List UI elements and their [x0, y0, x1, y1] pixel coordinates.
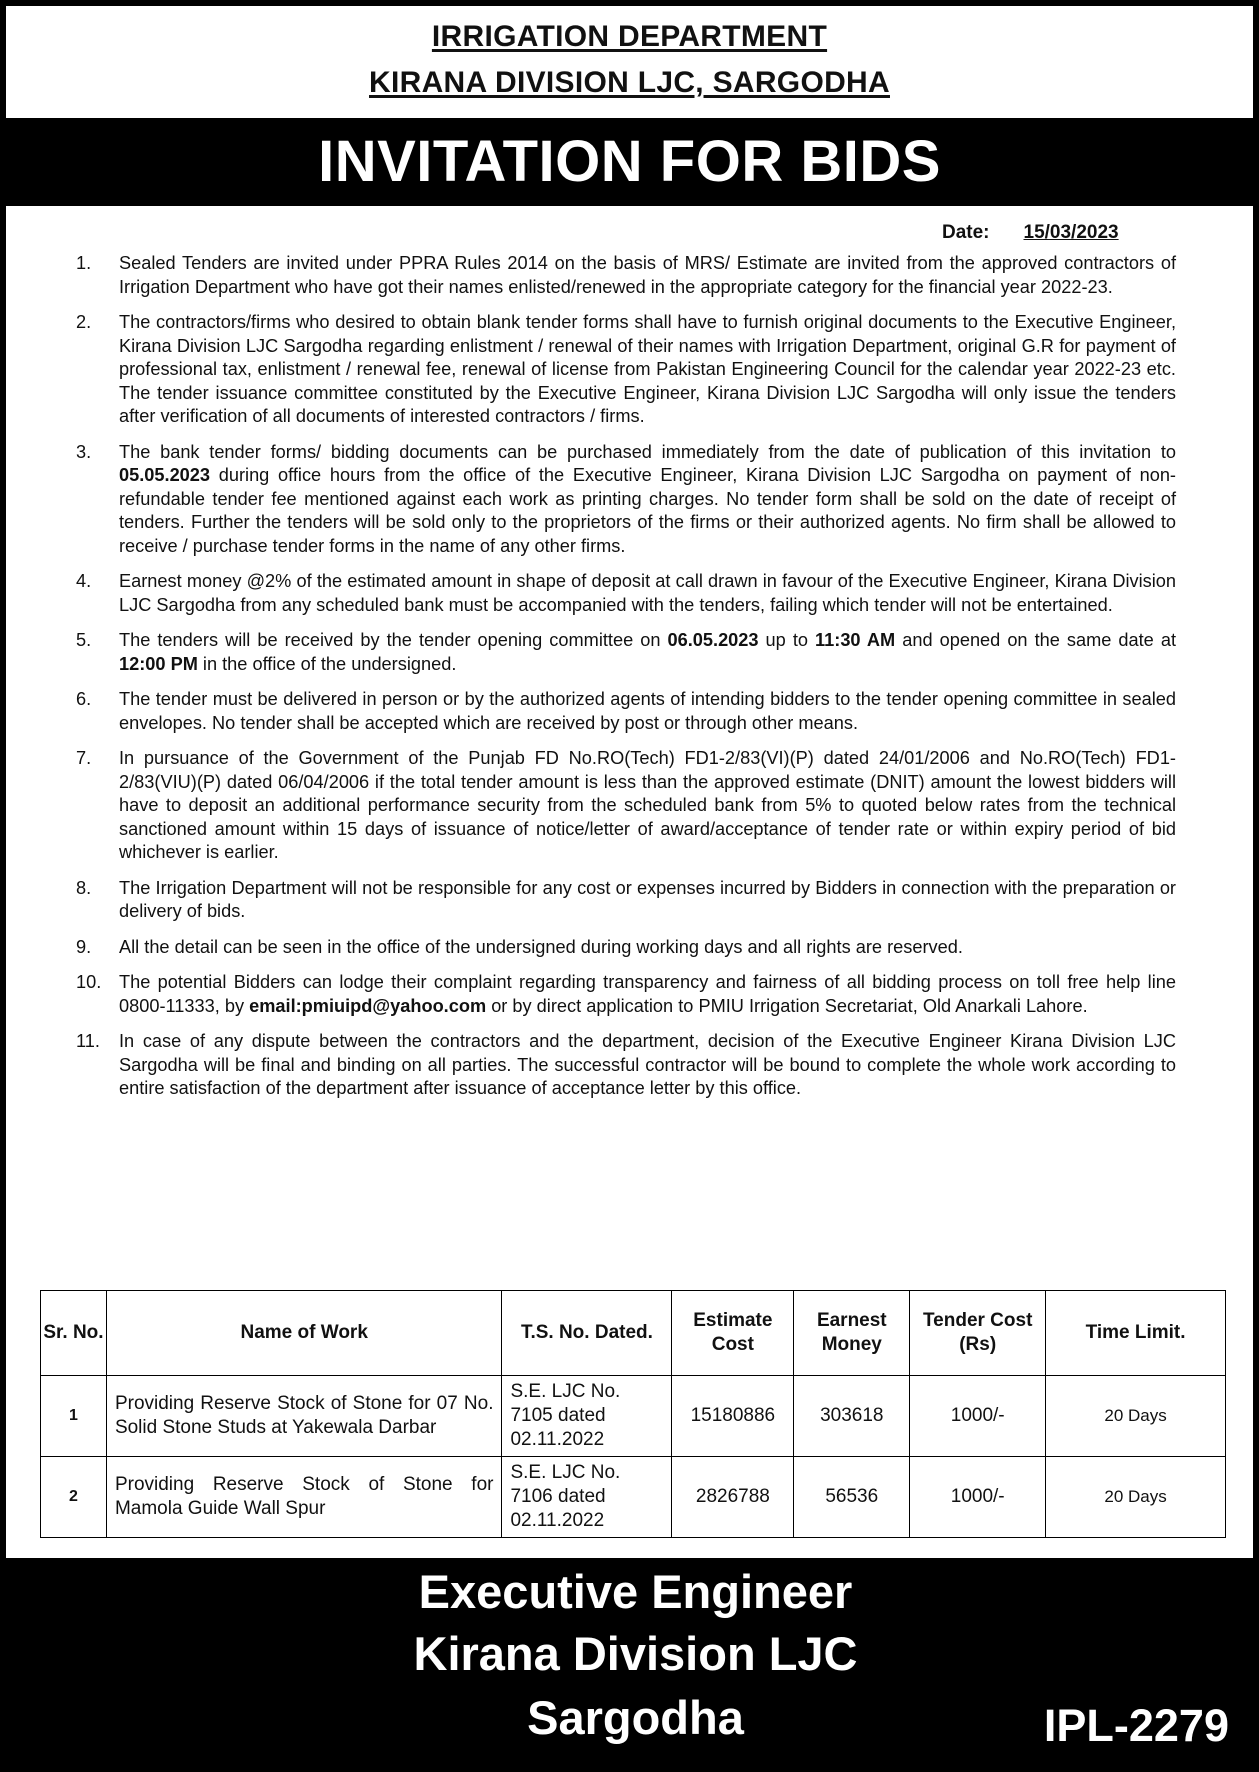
- clause-text: [111, 747, 1176, 865]
- clause-item: [66, 688, 1176, 735]
- advertisement: [6, 6, 1253, 1766]
- table-header-row: [41, 1291, 1226, 1376]
- works-table: [40, 1290, 1226, 1538]
- clause-number: 4.: [76, 571, 92, 591]
- clause-segment: The contractors/firms who desired to obtain blank tender forms shall have to furnish original documents to the Executive Engineer, Kirana Division LJC Sargodha regarding enlistment / renewal of their names with Irrigation Department, original G.R for payment of professional tax, enlistment / renewal fee, renewal of license from Pakistan Engineering Council for the calendar year 2022-23 etc. The tender issuance committee constituted by the Executive Engineer, Kirana Division LJC Sargodha will only issue the tenders after verification of all documents of interested contractors / firms.: [119, 312, 1176, 426]
- clause-segment: or by direct application to PMIU Irrigation Secretariat, Old Anarkali Lahore.: [486, 995, 1088, 1016]
- clause-segment: All the detail can be seen in the office of the undersigned during working days and all rights are reserved.: [119, 936, 963, 957]
- signatory-city: Sargodha: [527, 1691, 744, 1744]
- col-name-of-work: Name of Work: [106, 1291, 502, 1376]
- clause-text: [111, 688, 1176, 735]
- clause-item: [66, 629, 1176, 676]
- col-estimate-cost: Estimate Cost: [672, 1291, 794, 1376]
- clause-segment: In case of any dispute between the contractors and the department, decision of the Executive Engineer Kirana Division LJC Sargodha will be final and binding on all parties. The successful contractor will be bound to complete the whole work according to entire satisfaction of the department after issuance of acceptance letter by this office.: [119, 1031, 1176, 1098]
- table-row: [41, 1376, 1226, 1457]
- clause-item: [66, 971, 1176, 1018]
- clause-segment: The potential Bidders can lodge their complaint regarding transparency and fairness of all bidding process on toll free help line 0800-11333, by: [119, 972, 1176, 1016]
- cell-time-limit: 20 Days: [1046, 1376, 1226, 1457]
- clause-item: [66, 747, 1176, 865]
- clause-number: 11.: [76, 1031, 100, 1051]
- clause-segment: in the office of the undersigned.: [197, 653, 457, 674]
- clause-item: [66, 936, 1176, 960]
- clause-item: [66, 311, 1176, 429]
- col-sr-no: Sr. No.: [41, 1291, 107, 1376]
- clause-item: [66, 1030, 1176, 1101]
- table-row: [41, 1457, 1226, 1538]
- clause-segment: The tenders will be received by the tender opening committee on: [119, 630, 668, 650]
- clause-segment: The Irrigation Department will not be responsible for any cost or expenses incurred by Bidders in connection with the preparation or delivery of bids.: [119, 877, 1176, 921]
- cell-earnest: 56536: [794, 1457, 910, 1538]
- clause-text: [111, 971, 1176, 1018]
- ipl-reference: IPL-2279: [1043, 1700, 1229, 1751]
- cell-sr: 2: [41, 1457, 107, 1538]
- clause-segment: and opened on the same date at: [895, 630, 1176, 650]
- col-time-limit: Time Limit.: [1046, 1291, 1226, 1376]
- col-earnest-money: Earnest Money: [794, 1291, 910, 1376]
- clause-number: 10.: [76, 972, 102, 992]
- clause-text: [111, 252, 1176, 299]
- clause-number: 9.: [76, 936, 92, 957]
- clause-emphasis: 06.05.2023: [667, 630, 759, 650]
- clause-number: 8.: [76, 877, 92, 898]
- division-heading: KIRANA DIVISION LJC, SARGODHA: [369, 66, 890, 99]
- clause-emphasis: email:pmiuipd@yahoo.com: [249, 995, 487, 1016]
- clause-item: [66, 252, 1176, 299]
- cell-time-limit: 20 Days: [1046, 1457, 1226, 1538]
- clause-item: [66, 441, 1176, 559]
- col-ts-no: T.S. No. Dated.: [502, 1291, 672, 1376]
- clause-emphasis: 05.05.2023: [119, 465, 211, 485]
- clause-text: [111, 1030, 1176, 1101]
- cell-tender-cost: 1000/-: [910, 1376, 1046, 1457]
- cell-estimate: 2826788: [672, 1457, 794, 1538]
- clause-emphasis: 12:00 PM: [119, 653, 198, 674]
- clause-segment: The bank tender forms/ bidding documents can be purchased immediately from the date of publication of this invitation to: [119, 441, 1176, 462]
- date-value: 15/03/2023: [1023, 222, 1119, 243]
- cell-work: Providing Reserve Stock of Stone for Mamola Guide Wall Spur: [106, 1457, 502, 1538]
- col-tender-cost: Tender Cost (Rs): [910, 1291, 1046, 1376]
- clause-segment: Earnest money @2% of the estimated amount in shape of deposit at call drawn in favour of the Executive Engineer, Kirana Division LJC Sargodha from any scheduled bank must be accompanied with the tenders, failing which tender will not be entertained.: [119, 571, 1176, 615]
- clause-text: [111, 570, 1176, 617]
- notice-date: [942, 222, 1119, 244]
- date-label: Date:: [942, 222, 990, 243]
- clause-text: [111, 936, 1176, 960]
- clause-text: [111, 311, 1176, 429]
- clause-item: [66, 570, 1176, 617]
- cell-ts: S.E. LJC No. 7105 dated 02.11.2022: [502, 1376, 672, 1457]
- cell-earnest: 303618: [794, 1376, 910, 1457]
- clause-number: 3.: [76, 441, 92, 462]
- clause-segment: The tender must be delivered in person or by the authorized agents of intending bidders to the tender opening committee in sealed envelopes. No tender shall be accepted which are received by post or through other means.: [119, 689, 1176, 733]
- signatory-title: Executive Engineer: [418, 1565, 853, 1618]
- clause-number: 1.: [76, 253, 92, 273]
- signatory-division: Kirana Division LJC: [413, 1627, 858, 1680]
- clause-segment: In pursuance of the Government of the Punjab FD No.RO(Tech) FD1-2/83(VI)(P) dated 24/01/2006 and No.RO(Tech) FD1-2/83(VIU)(P) dated 06/04/2006 if the total tender amount is less than the approved estimate (DNIT) amount the lowest bidders will have to deposit an additional performance security from the scheduled bank from 5% to quoted below rates from the technical sanctioned amount within 15 days of issuance of notice/letter of award/acceptance of tender rate or within expiry period of bid whichever is earlier.: [119, 748, 1176, 862]
- clause-text: [111, 877, 1176, 924]
- clause-segment: up to: [758, 630, 816, 650]
- cell-sr: 1: [41, 1376, 107, 1457]
- clause-text: [111, 629, 1176, 676]
- clause-number: 6.: [76, 689, 92, 709]
- cell-work: Providing Reserve Stock of Stone for 07 No. Solid Stone Studs at Yakewala Darbar: [106, 1376, 502, 1457]
- clause-number: 2.: [76, 312, 92, 332]
- clause-text: [111, 441, 1176, 559]
- cell-tender-cost: 1000/-: [910, 1457, 1046, 1538]
- clause-segment: during office hours from the office of the Executive Engineer, Kirana Division LJC Sargodha on payment of non-refundable tender fee mentioned against each work as printing charges. No tender form shall be sold on the date of receipt of tenders. Further the tenders will be sold only to the proprietors of the firms or their authorized agents. No firm shall be allowed to receive / purchase tender forms in the name of any other firms.: [119, 465, 1176, 556]
- cell-estimate: 15180886: [672, 1376, 794, 1457]
- clause-list: [66, 252, 1176, 1113]
- clause-emphasis: 11:30 AM: [815, 630, 896, 650]
- cell-ts: S.E. LJC No. 7106 dated 02.11.2022: [502, 1457, 672, 1538]
- clause-number: 5.: [76, 630, 92, 650]
- clause-number: 7.: [76, 748, 92, 768]
- department-heading: IRRIGATION DEPARTMENT: [431, 20, 828, 53]
- signature-block: [6, 1558, 1253, 1772]
- clause-item: [66, 877, 1176, 924]
- clause-segment: Sealed Tenders are invited under PPRA Rules 2014 on the basis of MRS/ Estimate are invited from the approved contractors of Irrigation Department who have got their names enlisted/renewed in the appropriate category for the financial year 2022-23.: [119, 253, 1176, 297]
- title-banner: INVITATION FOR BIDS: [6, 118, 1253, 206]
